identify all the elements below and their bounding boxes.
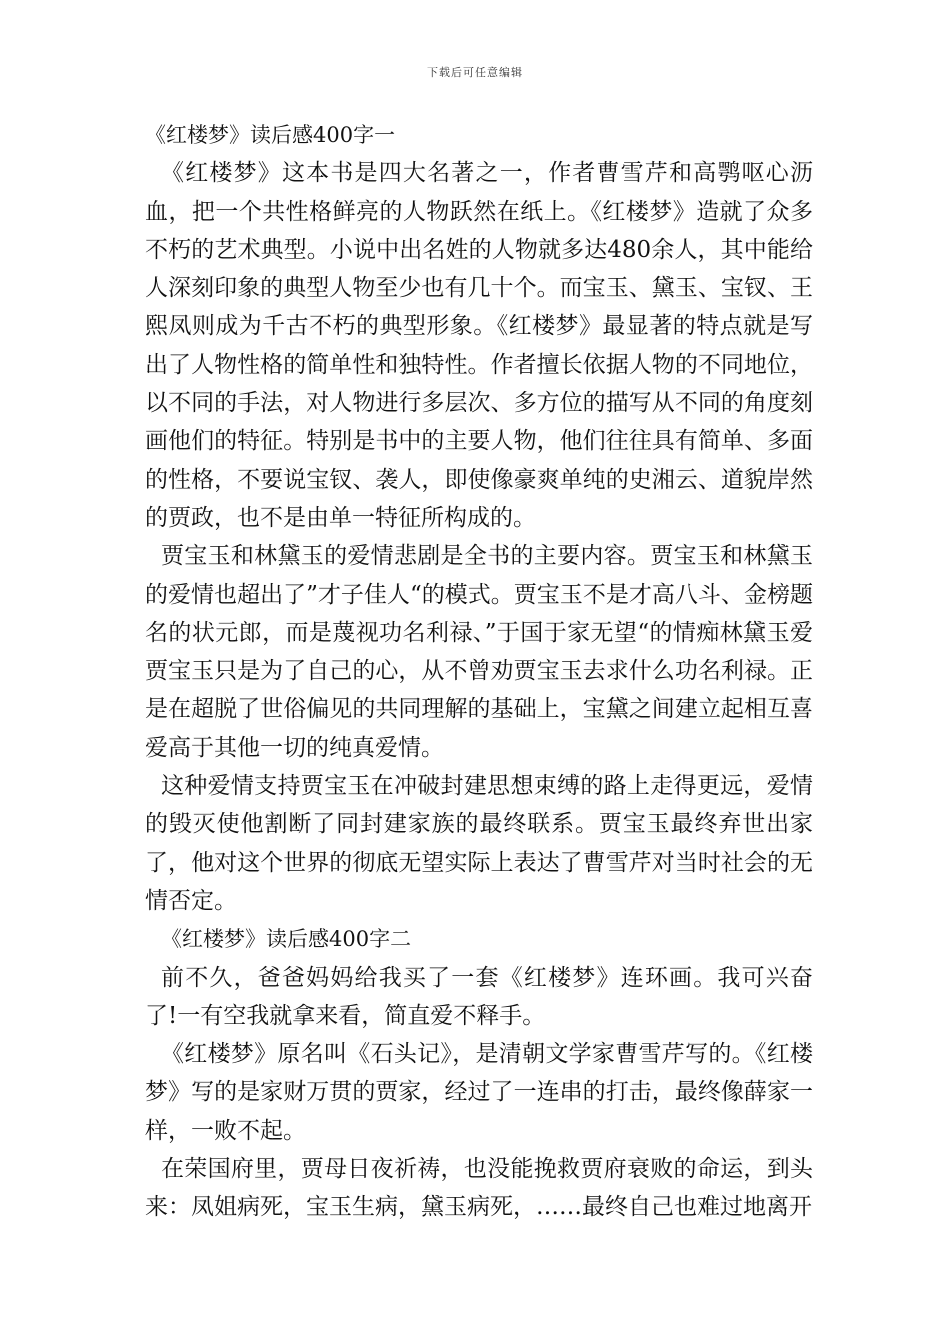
paragraph-4: 前不久，爸爸妈妈给我买了一套《红楼梦》连环画。我可兴奋了!一有空我就拿来看，简直爱不释手。: [145, 964, 813, 1029]
paragraph-1: 《红楼梦》这本书是四大名著之一，作者曹雪芹和高鹗呕心沥血，把一个共性格鲜亮的人物跃然在纸上。《红楼梦》造就了众多不朽的艺术典型。小说中出名姓的人物就多达480余人，其中能给人深刻印象的典型人物至少也有几十个。而宝玉、黛玉、宝钗、王熙凤则成为千古不朽的典型形象。《红楼梦》最显著的特点就是写出了人物性格的简单性和独特性。作者擅长依据人物的不同地位，以不同的手法，对人物进行多层次、多方位的描写从不同的角度刻画他们的特征。特别是书中的主要人物，他们往往具有简单、多面的性格，不要说宝钗、袭人，即使像豪爽单纯的史湘云、道貌岸然的贾政，也不是由单一特征所构成的。: [145, 160, 813, 531]
paragraph-5: 《红楼梦》原名叫《石头记》，是清朝文学家曹雪芹写的。《红楼梦》写的是家财万贯的贾家，经过了一连串的打击，最终像薛家一样，一败不起。: [145, 1041, 813, 1144]
paragraph-3: 这种爱情支持贾宝玉在冲破封建思想束缚的路上走得更远，爱情的毁灭使他割断了同封建家族的最终联系。贾宝玉最终弃世出家了，他对这个世界的彻底无望实际上表达了曹雪芹对当时社会的无情否定。: [145, 773, 813, 914]
section-heading-1: 《红楼梦》读后感400字一: [145, 123, 396, 147]
paragraph-2: 贾宝玉和林黛玉的爱情悲剧是全书的主要内容。贾宝玉和林黛玉的爱情也超出了”才子佳人“的模式。贾宝玉不是才高八斗、金榜题名的状元郎，而是蔑视功名利禄、”于国于家无望“的情痴林黛玉爱贾宝玉只是为了自己的心，从不曾劝贾宝玉去求什么功名利禄。正是在超脱了世俗偏见的共同理解的基础上，宝黛之间建立起相互喜爱高于其他一切的纯真爱情。: [145, 543, 813, 761]
document-body: [145, 116, 813, 1227]
paragraph-6: 在荣国府里，贾母日夜祈祷，也没能挽救贾府衰败的命运，到头来：凤姐病死，宝玉生病，黛玉病死，……最终自己也难过地离开: [145, 1156, 813, 1221]
section-heading-2: 《红楼梦》读后感400字二: [161, 927, 412, 952]
header-note: 下载后可任意编辑: [427, 66, 523, 79]
